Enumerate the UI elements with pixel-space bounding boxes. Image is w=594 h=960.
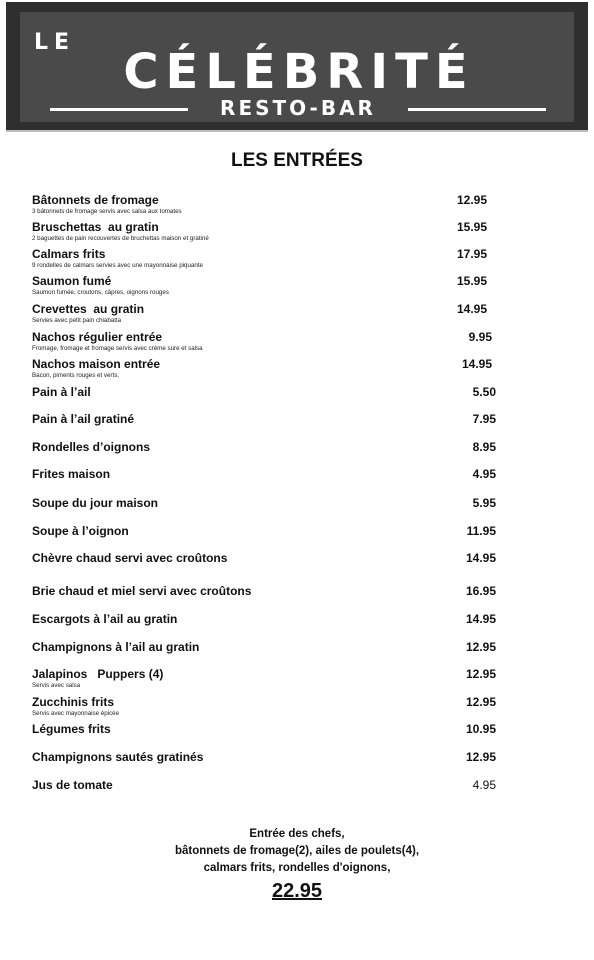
item-price: 14.95 xyxy=(465,612,496,626)
item-description: 9 rondelles de calmars servies avec une mayonnaise piquante xyxy=(32,262,203,269)
item-name: Rondelles d’oignons xyxy=(32,440,151,454)
item-description: Servis avec salsa xyxy=(32,682,81,689)
chef-combo xyxy=(0,826,594,903)
item-name: Légumes frits xyxy=(32,722,111,736)
item-price: 5.50 xyxy=(472,385,496,399)
item-name: Calmars frits xyxy=(32,247,106,261)
restaurant-name: CÉLÉBRITÉ xyxy=(123,44,475,100)
item-price: 14.95 xyxy=(465,551,496,565)
item-price: 8.95 xyxy=(472,440,496,454)
item-description: Fromage, fromage et fromage servis avec crème sure et salsa xyxy=(32,345,203,352)
item-name: Soupe à l’oignon xyxy=(32,524,129,538)
item-name: Nachos régulier entrée xyxy=(32,330,163,344)
logo-rule-left xyxy=(50,108,188,111)
item-price: 11.95 xyxy=(466,524,496,538)
item-name: Nachos maison entrée xyxy=(32,357,161,371)
item-price: 14.95 xyxy=(456,302,487,316)
item-price: 12.95 xyxy=(465,695,496,709)
item-price: 4.95 xyxy=(472,467,496,481)
item-name: Champignons à l’ail au gratin xyxy=(32,640,200,654)
item-price: 15.95 xyxy=(456,274,487,288)
item-name: Crevettes au gratin xyxy=(32,302,145,316)
item-description: Bacon, piments rouges et verts, xyxy=(32,372,120,379)
header-banner xyxy=(6,2,588,132)
item-description: Saumon fumée, croutons, câpres, oignons rouges xyxy=(32,289,169,296)
item-price: 12.95 xyxy=(465,640,496,654)
combo-price: 22.95 xyxy=(271,880,323,902)
item-price: 7.95 xyxy=(472,412,496,426)
restaurant-subtitle: RESTO-BAR xyxy=(220,96,376,120)
item-description: Servis avec mayonnaise épicée xyxy=(32,710,120,717)
item-name: Champignons sautés gratinés xyxy=(32,750,204,764)
item-price: 12.95 xyxy=(465,750,496,764)
item-price: 5.95 xyxy=(472,496,496,510)
item-price: 17.95 xyxy=(456,247,487,261)
item-name: Jus de tomate xyxy=(32,778,113,792)
item-price: 12.95 xyxy=(465,667,496,681)
item-name: Jalapinos Puppers (4) xyxy=(32,667,164,681)
logo-panel xyxy=(20,12,574,122)
item-name: Zucchinis frits xyxy=(32,695,115,709)
item-name: Pain à l’ail xyxy=(32,385,91,399)
item-price: 16.95 xyxy=(465,584,496,598)
item-price: 15.95 xyxy=(456,220,487,234)
combo-title: Entrée des chefs, xyxy=(249,828,345,840)
item-price: 12.95 xyxy=(456,193,487,207)
item-name: Bâtonnets de fromage xyxy=(32,193,159,207)
logo-rule-right xyxy=(408,108,546,111)
section-title: LES ENTRÉES xyxy=(231,150,363,171)
item-name: Pain à l’ail gratiné xyxy=(32,412,135,426)
item-price: 4.95 xyxy=(472,778,496,792)
item-name: Frites maison xyxy=(32,467,111,481)
item-price: 14.95 xyxy=(461,357,492,371)
item-name: Chèvre chaud servi avec croûtons xyxy=(32,551,228,565)
item-name: Escargots à l’ail au gratin xyxy=(32,612,178,626)
item-name: Saumon fumé xyxy=(32,274,112,288)
item-description: Servies avec petit pain chiabatta xyxy=(32,317,122,324)
item-name: Brie chaud et miel servi avec croûtons xyxy=(32,584,252,598)
logo-article: LE xyxy=(34,30,76,55)
item-description: 2 baguettes de pain recouvertes de bruchettas maison et gratiné xyxy=(32,235,209,242)
item-price: 9.95 xyxy=(468,330,492,344)
item-price: 10.95 xyxy=(465,722,496,736)
combo-line: bâtonnets de fromage(2), ailes de poulets(4), xyxy=(174,845,420,857)
item-name: Bruschettas au gratin xyxy=(32,220,159,234)
combo-line: calmars frits, rondelles d'oignons, xyxy=(203,862,391,874)
item-name: Soupe du jour maison xyxy=(32,496,159,510)
item-description: 3 bâtonnets de fromage servis avec salsa aux tomates xyxy=(32,208,182,215)
